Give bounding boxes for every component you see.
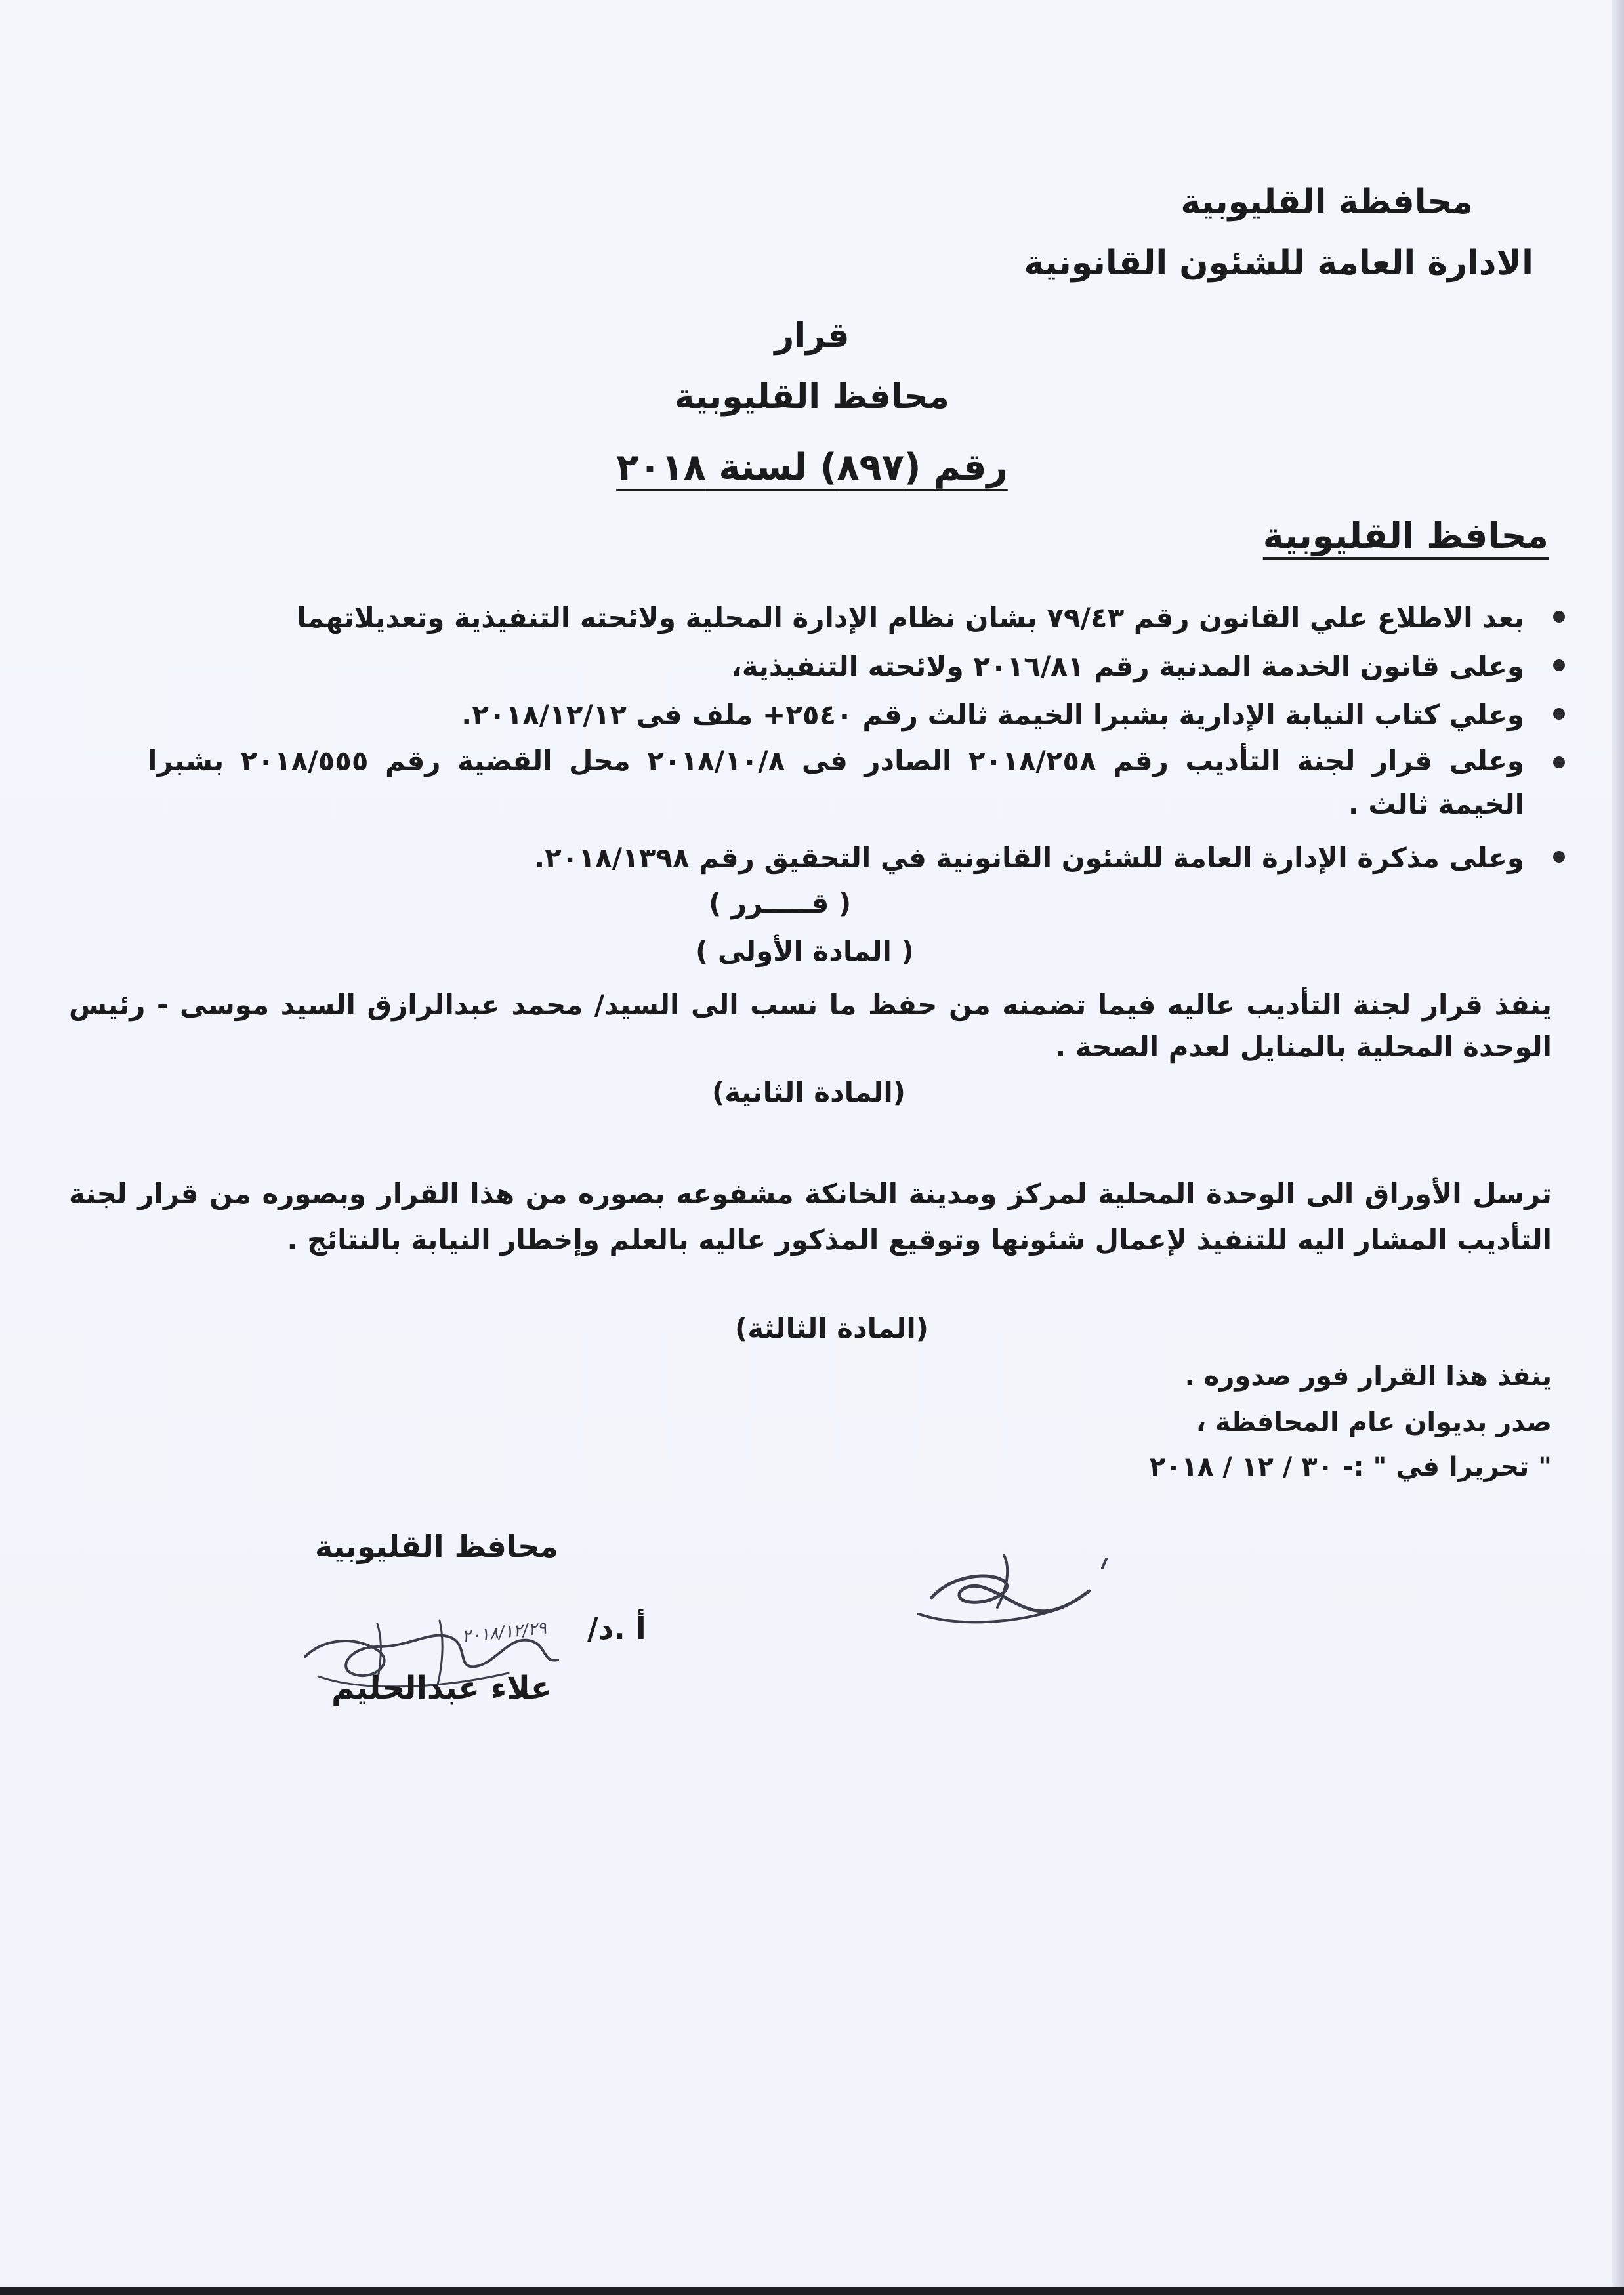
- preamble-item: [148, 691, 1565, 739]
- decision-title: قرار: [774, 316, 850, 356]
- department-name: الادارة العامة للشئون القانونية: [1024, 243, 1533, 283]
- preamble-item: [148, 834, 1565, 882]
- governorate-name: محافظة القليوبية: [1180, 182, 1473, 222]
- preamble-item: [148, 739, 1565, 826]
- preamble-item: [148, 642, 1565, 691]
- decision-issuer: محافظ القليوبية: [674, 377, 950, 417]
- article-3-line-1: ينفذ هذا القرار فور صدوره .: [1184, 1361, 1552, 1392]
- decision-number-text: رقم (٨٩٧) لسنة ٢٠١٨: [616, 446, 1008, 489]
- preamble-item-text: وعلى قرار لجنة التأديب رقم ٢٠١٨/٢٥٨ الصادر فى ٢٠١٨/١٠/٨ محل القضية رقم ٢٠١٨/٥٥٥ بشبرا الخيمة ثالث .: [148, 745, 1524, 820]
- signatory-title: محافظ القليوبية: [315, 1529, 558, 1564]
- handwritten-signature-right: [906, 1535, 1129, 1647]
- article-3-line-3: " تحريرا في " :- ٣٠ / ١٢ / ٢٠١٨: [1149, 1452, 1552, 1482]
- bullet-icon: [1553, 708, 1565, 720]
- preamble-item-text: وعلى قانون الخدمة المدنية رقم ٢٠١٦/٨١ ولائحته التنفيذية،: [731, 650, 1524, 682]
- preamble-title: [1263, 515, 1549, 556]
- article-3-title: (المادة الثالثة): [735, 1312, 928, 1344]
- bullet-icon: [1553, 851, 1565, 863]
- article-2-text: ترسل الأوراق الى الوحدة المحلية لمركز ومدينة الخانكة مشفوعه بصوره من هذا القرار وبصوره من قرار لجنة التأديب المشار اليه للتنفيذ لإعمال شئونها وتوقيع المذكور عاليه بالعلم وإخطار النيابة بالنتائج .: [69, 1178, 1552, 1256]
- bullet-icon: [1553, 611, 1565, 623]
- preamble-title-text: محافظ القليوبية: [1262, 515, 1549, 556]
- bullet-icon: [1553, 756, 1565, 768]
- scan-edge-bottom: [0, 2287, 1624, 2295]
- signatory-prefix: أ .د/: [587, 1611, 646, 1646]
- decision-number: [0, 446, 1624, 489]
- svg-text:٢٠١٨/١٢/٢٩: ٢٠١٨/١٢/٢٩: [461, 1618, 548, 1647]
- decided-heading: ( قـــــرر ): [709, 887, 852, 919]
- preamble-item: [148, 594, 1565, 642]
- preamble-item-text: وعلي كتاب النيابة الإدارية بشبرا الخيمة ثالث رقم ٢٥٤٠+ ملف فى ٢٠١٨/١٢/١٢.: [461, 699, 1524, 731]
- article-1-title: ( المادة الأولى ): [696, 935, 914, 967]
- article-3-line-2: صدر بديوان عام المحافظة ،: [1196, 1407, 1552, 1437]
- preamble-list: [148, 594, 1565, 882]
- bullet-icon: [1553, 659, 1565, 671]
- preamble-item-text: بعد الاطلاع علي القانون رقم ٧٩/٤٣ بشان نظام الإدارة المحلية ولائحته التنفيذية وتعديلاتهما: [297, 602, 1524, 634]
- article-2-title: (المادة الثانية): [712, 1076, 906, 1108]
- article-1-text: ينفذ قرار لجنة التأديب عاليه فيما تضمنه من حفظ ما نسب الى السيد/ محمد عبدالرازق السيد موسى - رئيس الوحدة المحلية بالمنايل لعدم الصحة .: [69, 989, 1552, 1063]
- preamble-item-text: وعلى مذكرة الإدارة العامة للشئون القانونية في التحقيق رقم ٢٠١٨/١٣٩٨.: [534, 842, 1524, 874]
- signatory-name: علاء عبدالحليم: [331, 1670, 552, 1706]
